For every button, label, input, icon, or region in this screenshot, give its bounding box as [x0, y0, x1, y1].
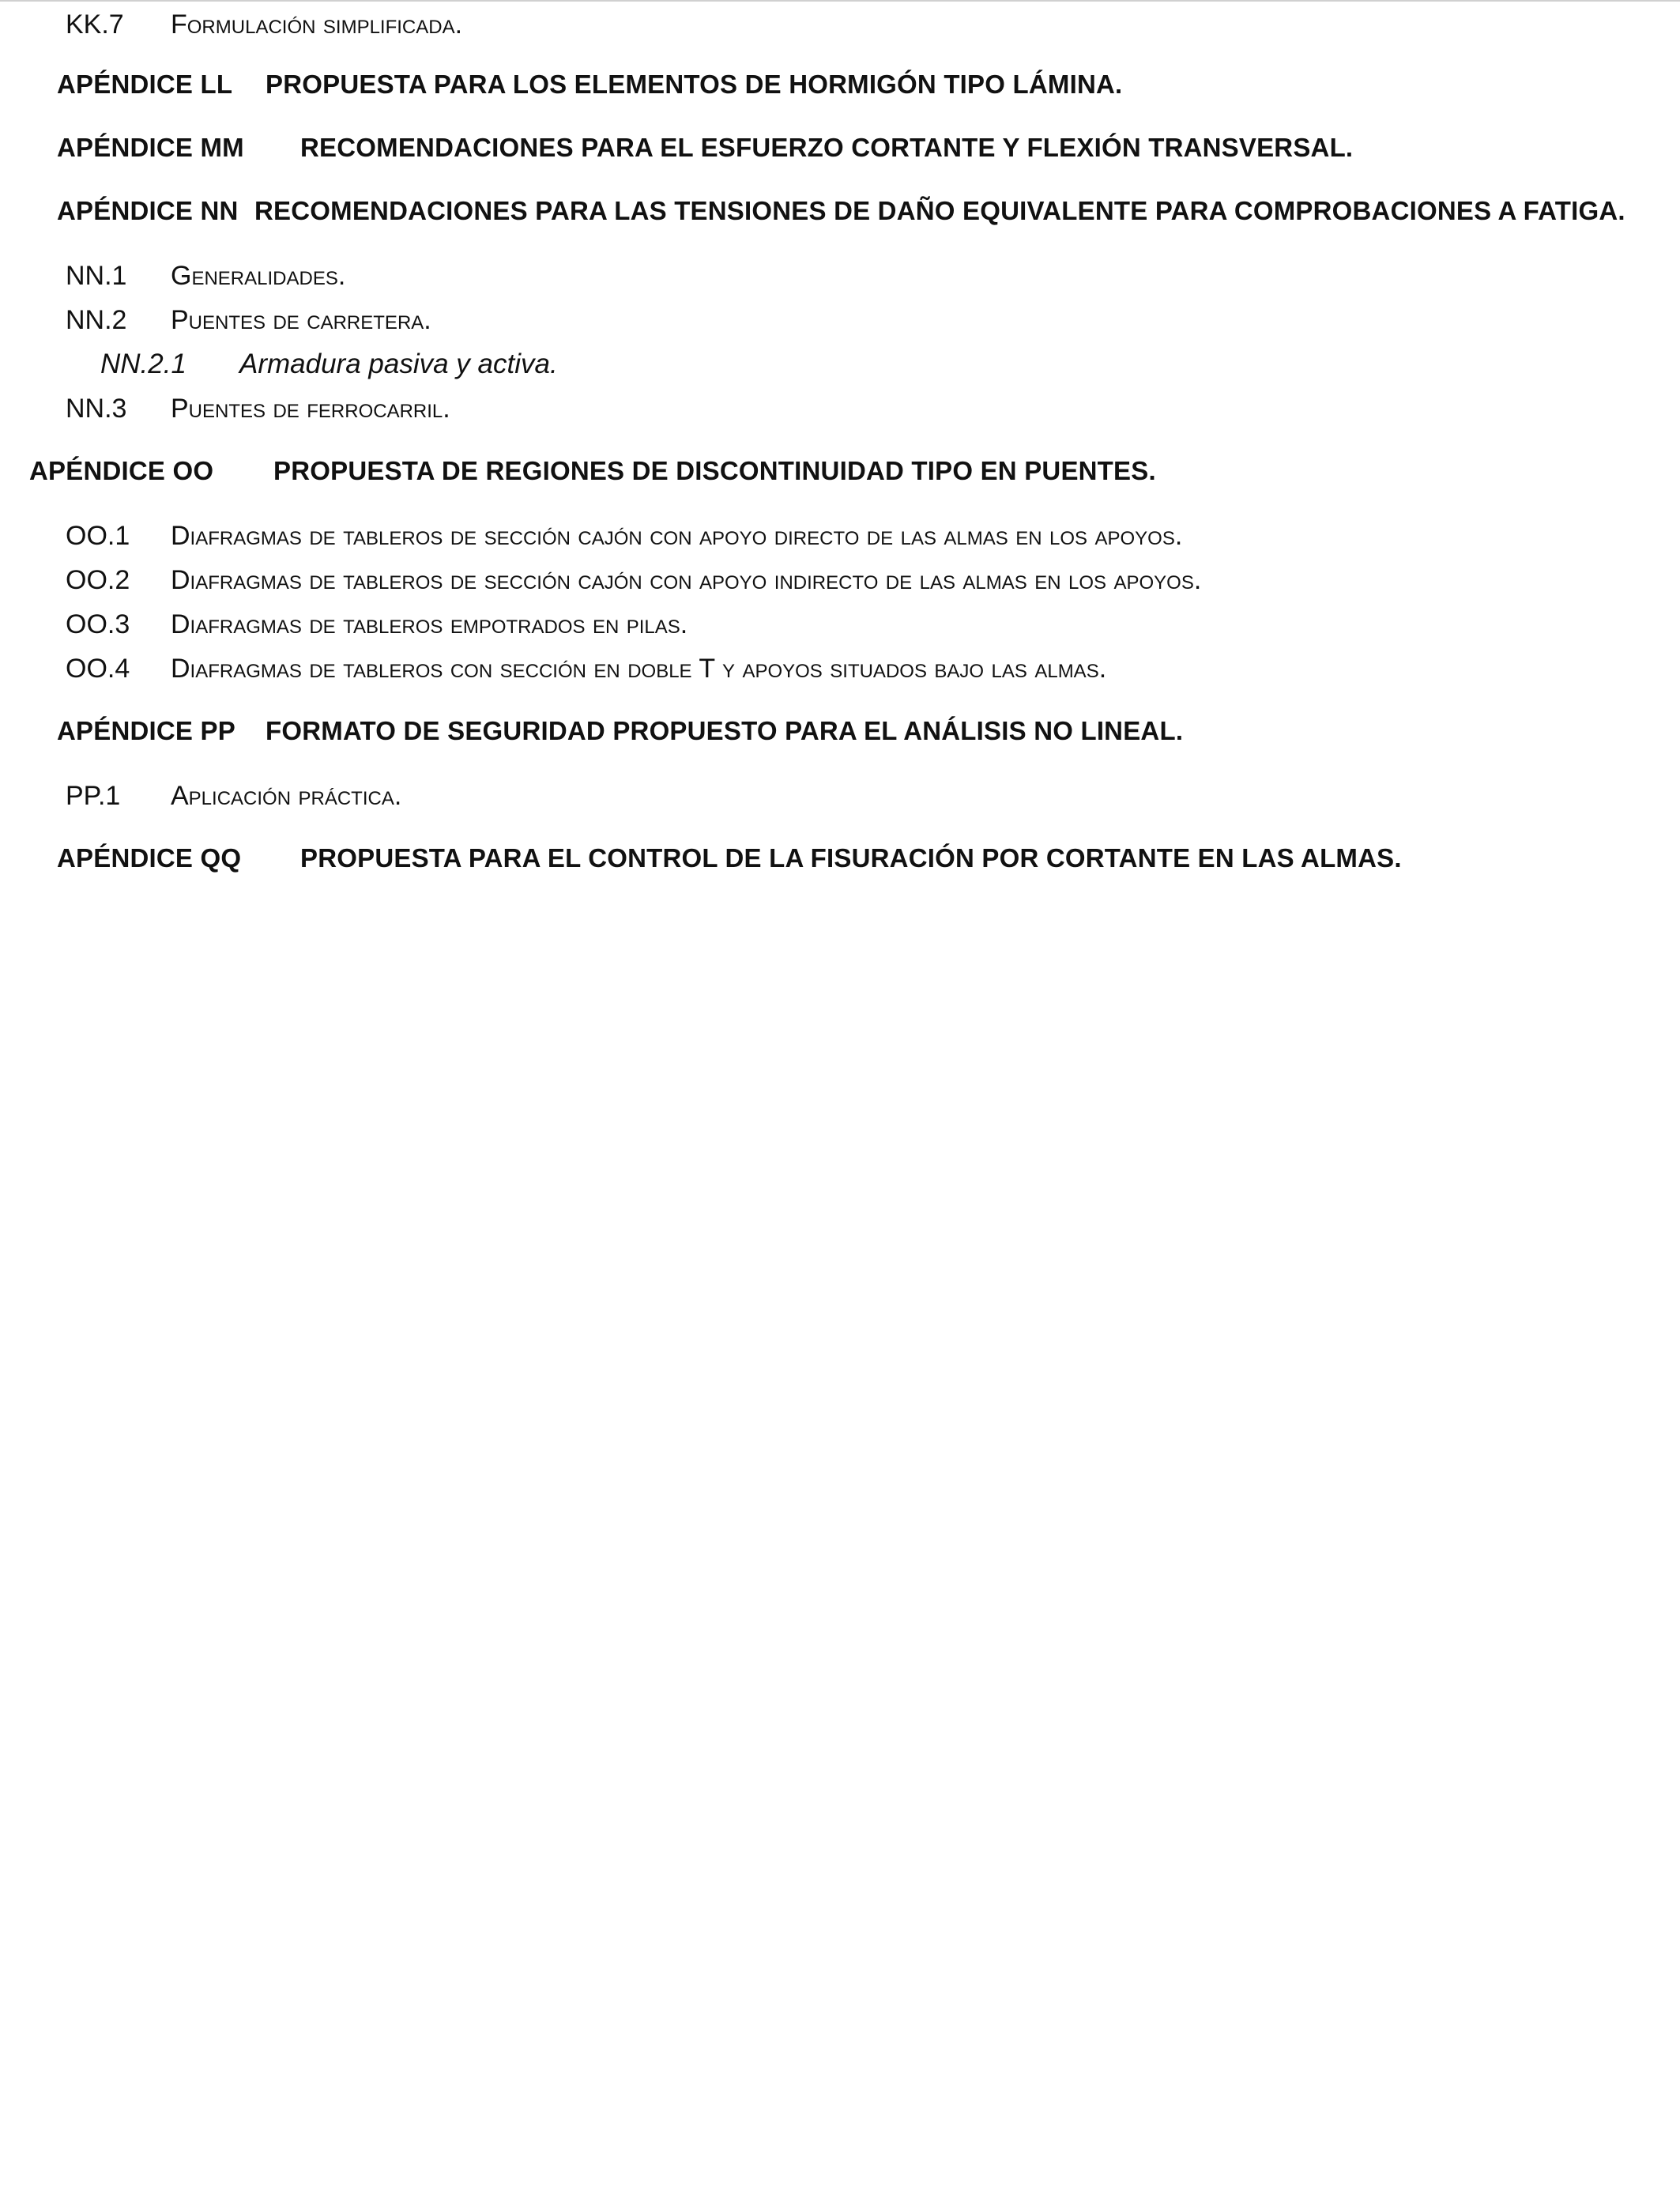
- appendix-title: RECOMENDACIONES PARA EL ESFUERZO CORTANTE Y FLEXIÓN TRANSVERSAL.: [300, 133, 1354, 162]
- section-title: Formulación simplificada.: [171, 9, 463, 40]
- appendix-title: PROPUESTA DE REGIONES DE DISCONTINUIDAD TIPO EN PUENTES.: [273, 456, 1156, 485]
- section-number: OO.1: [66, 521, 130, 551]
- appendix-number: APÉNDICE NN: [57, 196, 239, 225]
- appendix-number: APÉNDICE MM: [57, 133, 244, 162]
- subsection-number: NN.2.1: [100, 349, 186, 379]
- section-number: NN.2: [66, 305, 127, 335]
- section-title: Diafragmas de tableros con sección en doble T y apoyos situados bajo las almas.: [171, 654, 1107, 684]
- appendix-title: RECOMENDACIONES PARA LAS TENSIONES DE DAÑO EQUIVALENTE PARA COMPROBACIONES A FATIGA.: [254, 196, 1625, 225]
- section-number: PP.1: [66, 781, 121, 811]
- appendix-number: APÉNDICE OO: [29, 456, 214, 485]
- section-title: Puentes de ferrocarril.: [171, 394, 450, 424]
- section-title: Aplicación práctica.: [171, 781, 402, 811]
- subsection-title: Armadura pasiva y activa.: [239, 349, 558, 379]
- section-title: Puentes de carretera.: [171, 305, 431, 335]
- section-title: Diafragmas de tableros de sección cajón con apoyo indirecto de las almas en los apoyos.: [171, 565, 1202, 595]
- section-number: OO.4: [66, 654, 130, 684]
- section-number: NN.1: [66, 261, 127, 291]
- section-title: Diafragmas de tableros empotrados en pilas.: [171, 609, 688, 639]
- section-title: Generalidades.: [171, 261, 346, 291]
- appendix-title: PROPUESTA PARA EL CONTROL DE LA FISURACIÓN POR CORTANTE EN LAS ALMAS.: [300, 843, 1402, 873]
- section-number: NN.3: [66, 394, 127, 424]
- section-number: OO.3: [66, 609, 130, 639]
- section-number: OO.2: [66, 565, 130, 595]
- appendix-title: PROPUESTA PARA LOS ELEMENTOS DE HORMIGÓN TIPO LÁMINA.: [266, 70, 1123, 99]
- section-number: KK.7: [66, 9, 124, 40]
- appendix-number: APÉNDICE PP: [57, 716, 235, 745]
- appendix-title: FORMATO DE SEGURIDAD PROPUESTO PARA EL ANÁLISIS NO LINEAL.: [266, 716, 1184, 745]
- appendix-number: APÉNDICE LL: [57, 70, 233, 99]
- section-title: Diafragmas de tableros de sección cajón con apoyo directo de las almas en los apoyos.: [171, 521, 1183, 551]
- appendix-number: APÉNDICE QQ: [57, 843, 242, 873]
